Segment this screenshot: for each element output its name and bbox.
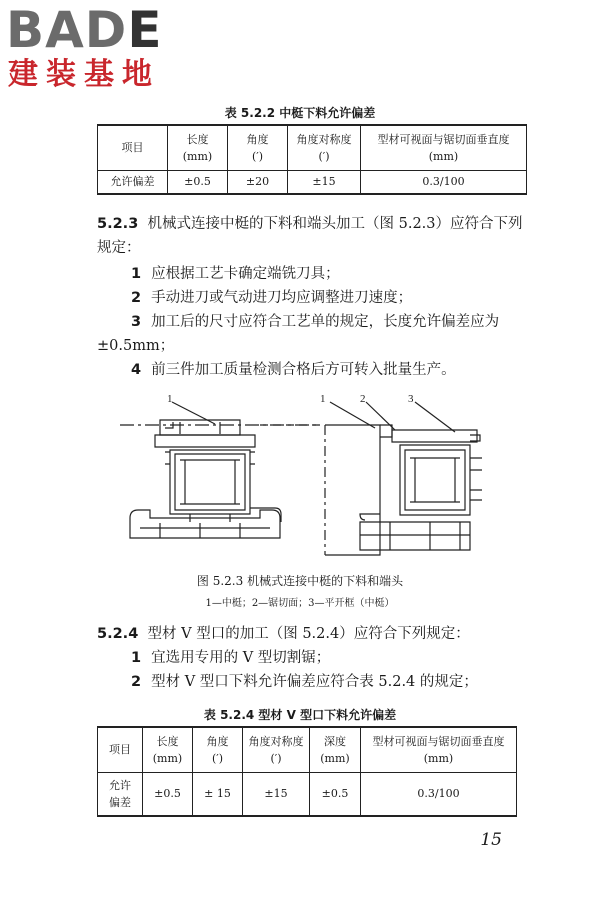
table-5-2-4 xyxy=(97,726,517,817)
table-cell: ±15 xyxy=(288,170,361,194)
header-cell: 项目 xyxy=(98,125,168,170)
header-cell: 型材可视面与锯切面垂直度 (mm) xyxy=(361,727,517,772)
section-number: 5.2.4 xyxy=(97,626,139,642)
table-row xyxy=(98,772,517,816)
table-cell: ±0.5 xyxy=(310,772,361,816)
figure-legend: 1—中梃；2—锯切面；3—平开框（中梃） xyxy=(205,598,395,609)
table-5-2-4-caption: 表 5.2.4 型材 V 型口下料允许偏差 xyxy=(203,708,397,722)
table-header-row xyxy=(98,727,517,772)
page-number: 15 xyxy=(480,830,502,850)
header-cell: 角度对称度 (′) xyxy=(288,125,361,170)
figure-label: 3 xyxy=(408,393,414,405)
section-5-2-3-text: 5.2.3 机械式连接中梃的下料和端头加工（图 5.2.3）应符合下列规定： xyxy=(97,216,523,256)
table-row xyxy=(98,170,527,194)
table-5-2-2 xyxy=(97,124,527,195)
figure-label: 2 xyxy=(360,393,366,405)
table-cell: 允许 偏差 xyxy=(98,772,143,816)
leader-line xyxy=(415,402,455,432)
list-item: 1 应根据工艺卡确定端铣刀具； xyxy=(131,266,340,282)
header-cell: 长度 (mm) xyxy=(143,727,193,772)
leader-line xyxy=(330,402,375,428)
leader-line xyxy=(172,402,215,424)
section-number: 5.2.3 xyxy=(97,216,139,232)
table-cell: ±20 xyxy=(228,170,288,194)
brand-subtitle: 建装基地 xyxy=(8,57,160,92)
list-item: 1 宜选用专用的 V 型切割锯； xyxy=(131,650,331,666)
header-cell: 角度 (′) xyxy=(193,727,243,772)
table-5-2-2-caption: 表 5.2.2 中梃下料允许偏差 xyxy=(224,106,376,120)
table-header-row xyxy=(98,125,527,170)
list-item: 4 前三件加工质量检测合格后方可转入批量生产。 xyxy=(131,362,456,378)
header-cell: 长度 (mm) xyxy=(168,125,228,170)
section-5-2-4-text: 5.2.4 型材 V 型口的加工（图 5.2.4）应符合下列规定： xyxy=(97,626,470,642)
figure-label: 1 xyxy=(167,393,173,405)
table-cell: 0.3/100 xyxy=(361,772,517,816)
right-frame-profile xyxy=(325,425,482,555)
table-cell: ±0.5 xyxy=(143,772,193,816)
list-item: 2 手动进刀或气动进刀均应调整进刀速度； xyxy=(131,290,413,306)
brand-logo: BADE xyxy=(6,1,163,59)
table-cell: ±0.5 xyxy=(168,170,228,194)
list-item: 3 加工后的尺寸应符合工艺单的规定，长度允许偏差应为 xyxy=(131,314,500,330)
left-mullion-profile xyxy=(130,420,281,538)
table-cell: 允许偏差 xyxy=(98,170,168,194)
header-cell: 角度对称度 (′) xyxy=(243,727,310,772)
table-cell: 0.3/100 xyxy=(361,170,527,194)
header-cell: 型材可视面与锯切面垂直度 (mm) xyxy=(361,125,527,170)
figure-label: 1 xyxy=(320,393,326,405)
figure-5-2-3 xyxy=(120,390,500,565)
figure-caption: 图 5.2.3 机械式连接中梃的下料和端头 xyxy=(196,574,404,588)
header-cell: 项目 xyxy=(98,727,143,772)
table-cell: ± 15 xyxy=(193,772,243,816)
header-cell: 深度 (mm) xyxy=(310,727,361,772)
list-item-continuation: ±0.5mm； xyxy=(97,338,175,354)
header-cell: 角度 (′) xyxy=(228,125,288,170)
table-cell: ±15 xyxy=(243,772,310,816)
list-item: 2 型材 V 型口下料允许偏差应符合表 5.2.4 的规定； xyxy=(131,674,478,690)
